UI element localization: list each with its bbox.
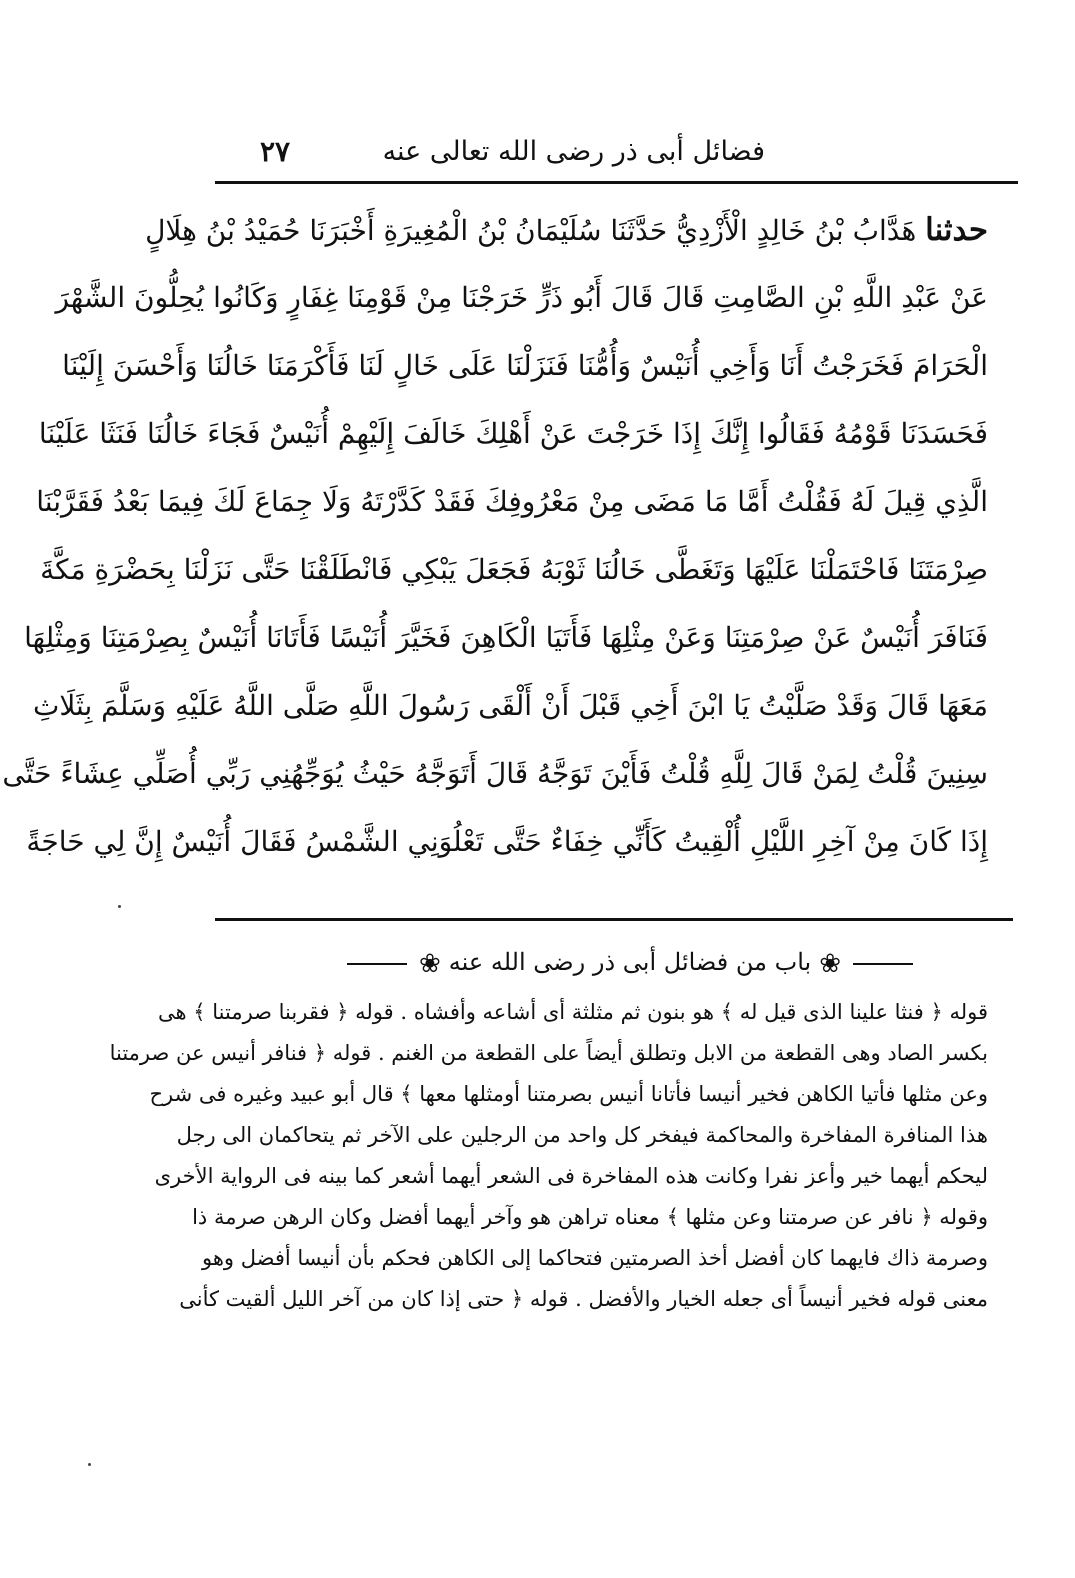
header-rule: [215, 181, 1018, 184]
text-line: سِنِينَ قُلْتُ لِمَنْ قَالَ لِلَّهِ قُلْتُ فَأَيْنَ تَوَجَّهُ قَالَ أَتَوَجَّهُ حَيْثُ يُوَجِّهُنِي رَبِّي أُصَلِّي عِشَاءً حَتَّى: [2, 757, 988, 790]
text-line: إِذَا كَانَ مِنْ آخِرِ اللَّيْلِ أُلْقِيتُ كَأَنِّي خِفَاءٌ حَتَّى تَعْلُوَنِي الشَّمْسُ فَقَالَ أُنَيْسٌ إِنَّ لِي حَاجَةً: [26, 825, 988, 858]
lead-word: حدثنا: [925, 212, 988, 248]
commentary-line: معنى قوله فخير أنيساً أى جعله الخيار والأفضل . قوله ﴿ حتى إذا كان من آخر الليل ألقيت كأنى: [179, 1287, 988, 1311]
text-line: [145, 196, 988, 264]
text-line: عَنْ عَبْدِ اللَّهِ بْنِ الصَّامِتِ قَالَ قَالَ أَبُو ذَرٍّ خَرَجْنَا مِنْ قَوْمِنَا غِفَارٍ وَكَانُوا يُحِلُّونَ الشَّهْرَ: [55, 281, 988, 314]
chapter-title: باب من فضائل أبى ذر رضى الله عنه: [448, 948, 812, 976]
line-content: هَدَّابُ بْنُ خَالِدٍ الْأَزْدِيُّ حَدَّثَنَا سُلَيْمَانُ بْنُ الْمُغِيرَةِ أَخْبَرَنَا حُمَيْدُ بْنُ هِلَالٍ: [145, 214, 917, 247]
page-number: ٢٧: [260, 135, 291, 168]
chapter-heading: [290, 940, 970, 984]
section-rule: [215, 918, 1013, 921]
page-header: [215, 128, 1015, 180]
running-title: فضائل أبى ذر رضى الله تعالى عنه: [382, 136, 765, 167]
commentary-line: قوله ﴿ فنثا علينا الذى قيل له ﴾ هو بنون ثم مثلثة أى أشاعه وأفشاه . قوله ﴿ فقربنا صرمتنا ﴾ هى: [158, 1000, 988, 1024]
commentary-line: بكسر الصاد وهى القطعة من الابل وتطلق أيضاً على القطعة من الغنم . قوله ﴿ فنافر أنيس عن صرمتنا: [109, 1041, 988, 1065]
text-line: فَحَسَدَنَا قَوْمُهُ فَقَالُوا إِنَّكَ إِذَا خَرَجْتَ عَنْ أَهْلِكَ خَالَفَ إِلَيْهِمْ أُنَيْسٌ فَجَاءَ خَالُنَا فَنَثَا عَلَيْنَا: [38, 417, 988, 450]
commentary-text: [109, 992, 988, 1320]
text-line: صِرْمَتَنَا فَاحْتَمَلْنَا عَلَيْهَا وَتَغَطَّى خَالُنَا ثَوْبَهُ فَجَعَلَ يَبْكِي فَانْطَلَقْنَا حَتَّى نَزَلْنَا بِحَضْرَةِ مَكَّةَ: [40, 553, 988, 586]
scan-speck: [118, 905, 121, 908]
scan-speck: [88, 1463, 91, 1466]
text-line: مَعَهَا قَالَ وَقَدْ صَلَّيْتُ يَا ابْنَ أَخِي قَبْلَ أَنْ أَلْقَى رَسُولَ اللَّهِ صَلَّى اللَّهُ عَلَيْهِ وَسَلَّمَ بِثَلَاثِ: [32, 689, 988, 722]
commentary-line: ليحكم أيهما خير وأعز نفرا وكانت هذه المفاخرة فى الشعر أيهما أشعر كما بينه فى الرواية الأخرى: [154, 1164, 988, 1188]
text-line: الَّذِي قِيلَ لَهُ فَقُلْتُ أَمَّا مَا مَضَى مِنْ مَعْرُوفِكَ فَقَدْ كَدَّرْتَهُ وَلَا جِمَاعَ لَكَ فِيمَا بَعْدُ فَقَرَّبْنَا: [36, 485, 988, 518]
ornament-icon: ❀: [819, 948, 841, 979]
commentary-line: هذا المنافرة المفاخرة والمحاكمة فيفخر كل واحد من الرجلين على الآخر ثم يتحاكمان الى رجل: [176, 1123, 988, 1147]
heading-dash: [853, 963, 913, 965]
hadith-text: [2, 196, 988, 876]
heading-dash: [347, 963, 407, 965]
commentary-line: وعن مثلها فأتيا الكاهن فخير أنيسا فأتانا أنيس بصرمتنا أومثلها معها ﴾ قال أبو عبيد وغيره فى شرح: [149, 1082, 988, 1106]
ornament-icon: ❀: [419, 948, 441, 979]
text-line: فَنَافَرَ أُنَيْسٌ عَنْ صِرْمَتِنَا وَعَنْ مِثْلِهَا فَأَتَيَا الْكَاهِنَ فَخَيَّرَ أُنَيْسًا فَأَتَانَا أُنَيْسٌ بِصِرْمَتِنَا وَمِثْلِهَا: [24, 621, 988, 654]
commentary-line: وصرمة ذاك فايهما كان أفضل أخذ الصرمتين فتحاكما إلى الكاهن فحكم بأن أنيسا أفضل وهو: [201, 1246, 988, 1270]
commentary-line: وقوله ﴿ نافر عن صرمتنا وعن مثلها ﴾ معناه تراهن هو وآخر أيهما أفضل وكان الرهن صرمة ذا: [192, 1205, 988, 1229]
text-line: الْحَرَامَ فَخَرَجْتُ أَنَا وَأَخِي أُنَيْسٌ وَأُمُّنَا فَنَزَلْنَا عَلَى خَالٍ لَنَا فَأَكْرَمَنَا خَالُنَا وَأَحْسَنَ إِلَيْنَا: [62, 349, 988, 382]
